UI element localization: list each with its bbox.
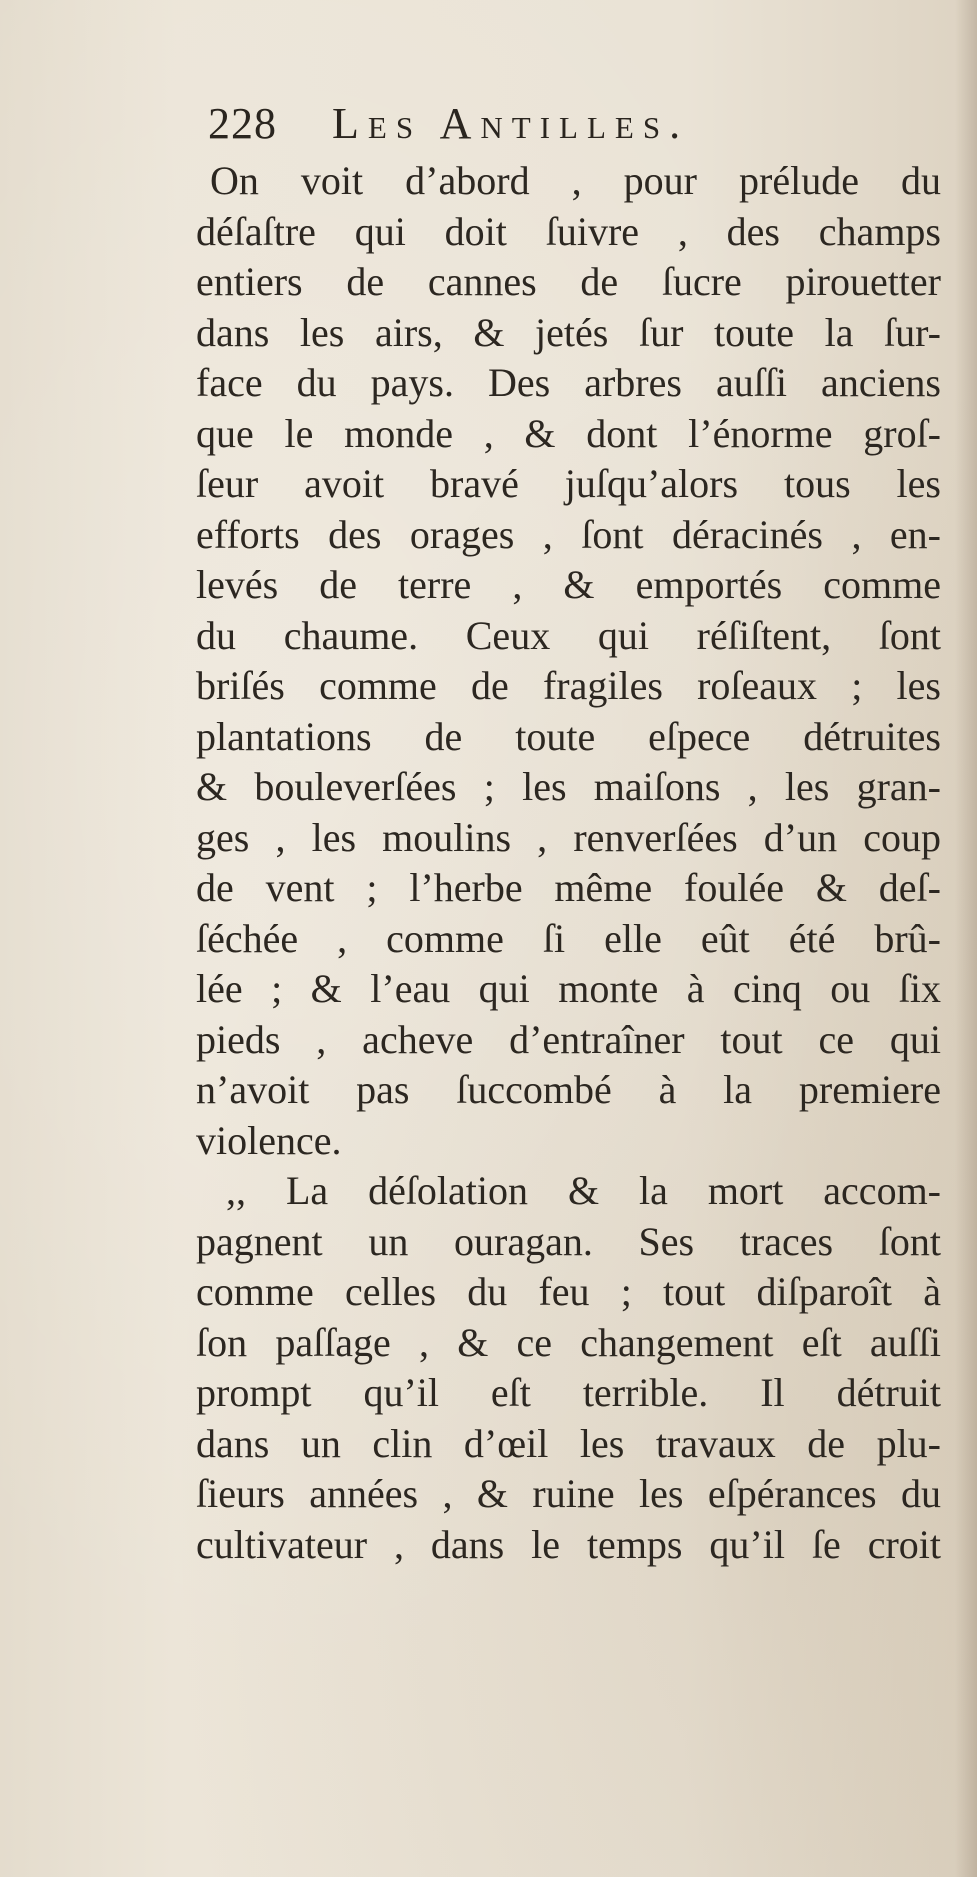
text-line: face du pays. Des arbres auſſi anciens	[196, 360, 941, 405]
text-line: dans les airs, & jetés ſur toute la ſur-	[196, 309, 941, 355]
text-line: ſon paſſage , & ce changement eſt auſſi	[196, 1319, 941, 1365]
text-line: ſéchée , comme ſi elle eût été brû-	[196, 915, 941, 961]
text-line: prompt qu’il eſt terrible. Il détruit	[196, 1370, 941, 1415]
text-line: que le monde , & dont l’énorme groſ-	[196, 410, 941, 456]
text-line: lée ; & l’eau qui monte à cinq ou ſix	[196, 966, 941, 1011]
text-line: du chaume. Ceux qui réſiſtent, ſont	[196, 612, 941, 658]
text-line: plantations de toute eſpece détruites	[196, 713, 941, 759]
text-line: ges , les moulins , renverſées d’un coup	[196, 814, 941, 860]
page-number: 228	[208, 99, 277, 148]
running-header	[208, 96, 828, 152]
text-line: violence.	[196, 1117, 342, 1163]
text-line: cultivateur , dans le temps qu’il ſe croit	[196, 1521, 941, 1567]
text-line: comme celles du feu ; tout diſparoît à	[196, 1269, 941, 1314]
page-gutter-shadow	[955, 0, 977, 1877]
text-line: On voit d’abord , pour prélude du	[210, 158, 941, 203]
running-title: Les Antilles.	[332, 99, 690, 148]
text-line: entiers de cannes de ſucre pirouetter	[196, 259, 941, 304]
text-line: briſés comme de fragiles roſeaux ; les	[196, 663, 941, 708]
text-line: pieds , acheve d’entraîner tout ce qui	[196, 1016, 941, 1062]
text-line: ,, La déſolation & la mort accom-	[226, 1168, 941, 1213]
text-line: ſeur avoit bravé juſqu’alors tous les	[196, 461, 941, 506]
text-line: de vent ; l’herbe même foulée & deſ-	[196, 865, 941, 910]
text-line: levés de terre , & emportés comme	[196, 562, 941, 607]
text-line: efforts des orages , ſont déracinés , en-	[196, 511, 941, 557]
text-line: dans un clin d’œil les travaux de plu-	[196, 1420, 941, 1466]
text-line: & bouleverſées ; les maiſons , les gran-	[196, 764, 941, 809]
text-line: ſieurs années , & ruine les eſpérances du	[196, 1471, 941, 1516]
text-line: pagnent un ouragan. Ses traces ſont	[196, 1218, 941, 1264]
body-text	[196, 156, 941, 1570]
text-line: déſaſtre qui doit ſuivre , des champs	[196, 208, 941, 254]
text-line: n’avoit pas ſuccombé à la premiere	[196, 1067, 941, 1112]
